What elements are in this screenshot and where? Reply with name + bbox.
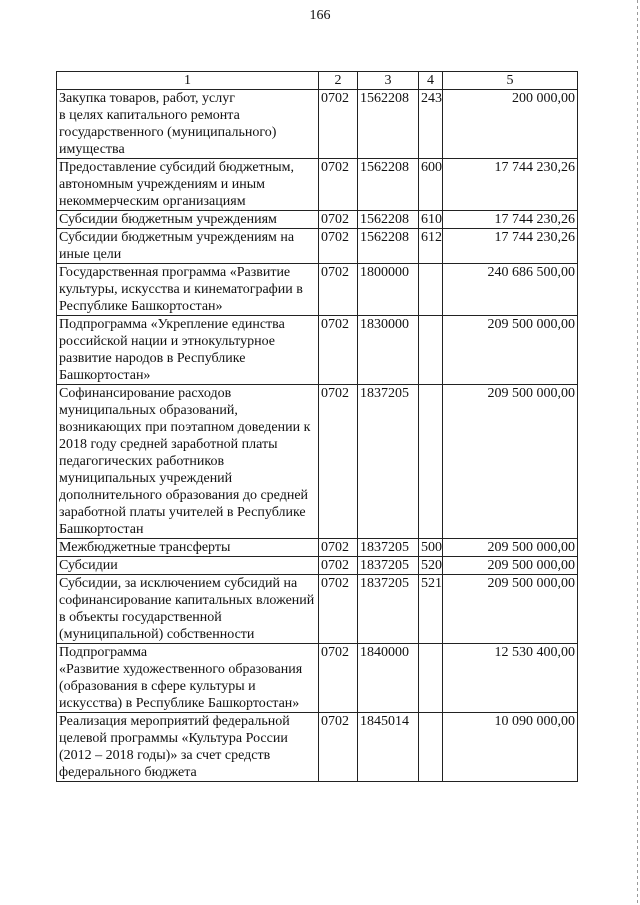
row-target-cell: 1800000	[358, 264, 419, 316]
row-name-cell: Субсидии бюджетным учреждениям на иные цели	[57, 229, 319, 264]
table-row	[57, 539, 578, 557]
row-amount-cell: 17 744 230,26	[443, 211, 578, 229]
row-amount-cell: 209 500 000,00	[443, 316, 578, 385]
row-name-cell: Субсидии	[57, 557, 319, 575]
row-expense-type-cell: 612	[419, 229, 443, 264]
row-amount-cell: 17 744 230,26	[443, 159, 578, 211]
row-section-cell: 0702	[319, 575, 358, 644]
row-expense-type-cell	[419, 385, 443, 539]
row-target-cell: 1845014	[358, 713, 419, 782]
table-row	[57, 159, 578, 211]
table-row	[57, 211, 578, 229]
header-col-4: 4	[419, 72, 443, 90]
row-amount-cell: 10 090 000,00	[443, 713, 578, 782]
row-section-cell: 0702	[319, 211, 358, 229]
table-row	[57, 644, 578, 713]
header-col-1: 1	[57, 72, 319, 90]
row-name-cell: Закупка товаров, работ, услуг в целях капитального ремонта государственного (муниципального) имущества	[57, 90, 319, 159]
row-target-cell: 1837205	[358, 385, 419, 539]
row-target-cell: 1562208	[358, 159, 419, 211]
row-expense-type-cell	[419, 316, 443, 385]
row-amount-cell: 209 500 000,00	[443, 539, 578, 557]
row-expense-type-cell: 600	[419, 159, 443, 211]
row-section-cell: 0702	[319, 90, 358, 159]
row-amount-cell: 12 530 400,00	[443, 644, 578, 713]
header-col-2: 2	[319, 72, 358, 90]
row-target-cell: 1837205	[358, 557, 419, 575]
row-target-cell: 1837205	[358, 539, 419, 557]
row-name-cell: Субсидии, за исключением субсидий на софинансирование капитальных вложений в объекты государственной (муниципальной) собственности	[57, 575, 319, 644]
row-name-cell: Реализация мероприятий федеральной целевой программы «Культура России (2012 – 2018 годы)» за счет средств федерального бюджета	[57, 713, 319, 782]
row-target-cell: 1830000	[358, 316, 419, 385]
row-target-cell: 1562208	[358, 90, 419, 159]
row-expense-type-cell	[419, 713, 443, 782]
row-section-cell: 0702	[319, 557, 358, 575]
row-name-cell: Межбюджетные трансферты	[57, 539, 319, 557]
row-section-cell: 0702	[319, 264, 358, 316]
row-expense-type-cell: 243	[419, 90, 443, 159]
row-amount-cell: 200 000,00	[443, 90, 578, 159]
header-col-3: 3	[358, 72, 419, 90]
table-row	[57, 385, 578, 539]
table-header-row	[57, 72, 578, 90]
row-target-cell: 1840000	[358, 644, 419, 713]
table-row	[57, 90, 578, 159]
row-name-cell: Государственная программа «Развитие культуры, искусства и кинематографии в Республике Башкортостан»	[57, 264, 319, 316]
row-expense-type-cell: 520	[419, 557, 443, 575]
row-amount-cell: 209 500 000,00	[443, 385, 578, 539]
row-name-cell: Подпрограмма «Укрепление единства российской нации и этнокультурное развитие народов в Республике Башкортостан»	[57, 316, 319, 385]
row-target-cell: 1562208	[358, 229, 419, 264]
header-col-5: 5	[443, 72, 578, 90]
table-row	[57, 575, 578, 644]
row-amount-cell: 240 686 500,00	[443, 264, 578, 316]
row-section-cell: 0702	[319, 539, 358, 557]
row-name-cell: Подпрограмма «Развитие художественного образования (образования в сфере культуры и искусства) в Республике Башкортостан»	[57, 644, 319, 713]
table-row	[57, 229, 578, 264]
row-target-cell: 1562208	[358, 211, 419, 229]
scan-edge	[637, 0, 638, 905]
table-row	[57, 316, 578, 385]
row-section-cell: 0702	[319, 644, 358, 713]
table-row	[57, 264, 578, 316]
row-section-cell: 0702	[319, 229, 358, 264]
row-expense-type-cell: 610	[419, 211, 443, 229]
row-amount-cell: 209 500 000,00	[443, 557, 578, 575]
row-section-cell: 0702	[319, 713, 358, 782]
row-section-cell: 0702	[319, 385, 358, 539]
page-number: 166	[309, 8, 331, 23]
row-target-cell: 1837205	[358, 575, 419, 644]
row-section-cell: 0702	[319, 316, 358, 385]
row-expense-type-cell: 500	[419, 539, 443, 557]
row-amount-cell: 17 744 230,26	[443, 229, 578, 264]
table-row	[57, 557, 578, 575]
row-expense-type-cell	[419, 644, 443, 713]
row-expense-type-cell	[419, 264, 443, 316]
row-amount-cell: 209 500 000,00	[443, 575, 578, 644]
table-row	[57, 713, 578, 782]
row-expense-type-cell: 521	[419, 575, 443, 644]
budget-table	[56, 71, 578, 782]
row-name-cell: Предоставление субсидий бюджетным, автономным учреждениям и иным некоммерческим организациям	[57, 159, 319, 211]
row-section-cell: 0702	[319, 159, 358, 211]
row-name-cell: Субсидии бюджетным учреждениям	[57, 211, 319, 229]
row-name-cell: Софинансирование расходов муниципальных образований, возникающих при поэтапном доведении к 2018 году средней заработной платы педагогических работников муниципальных учреждений дополнительного образования до средней заработной платы учителей в Республике Башкортостан	[57, 385, 319, 539]
table-body	[57, 90, 578, 782]
